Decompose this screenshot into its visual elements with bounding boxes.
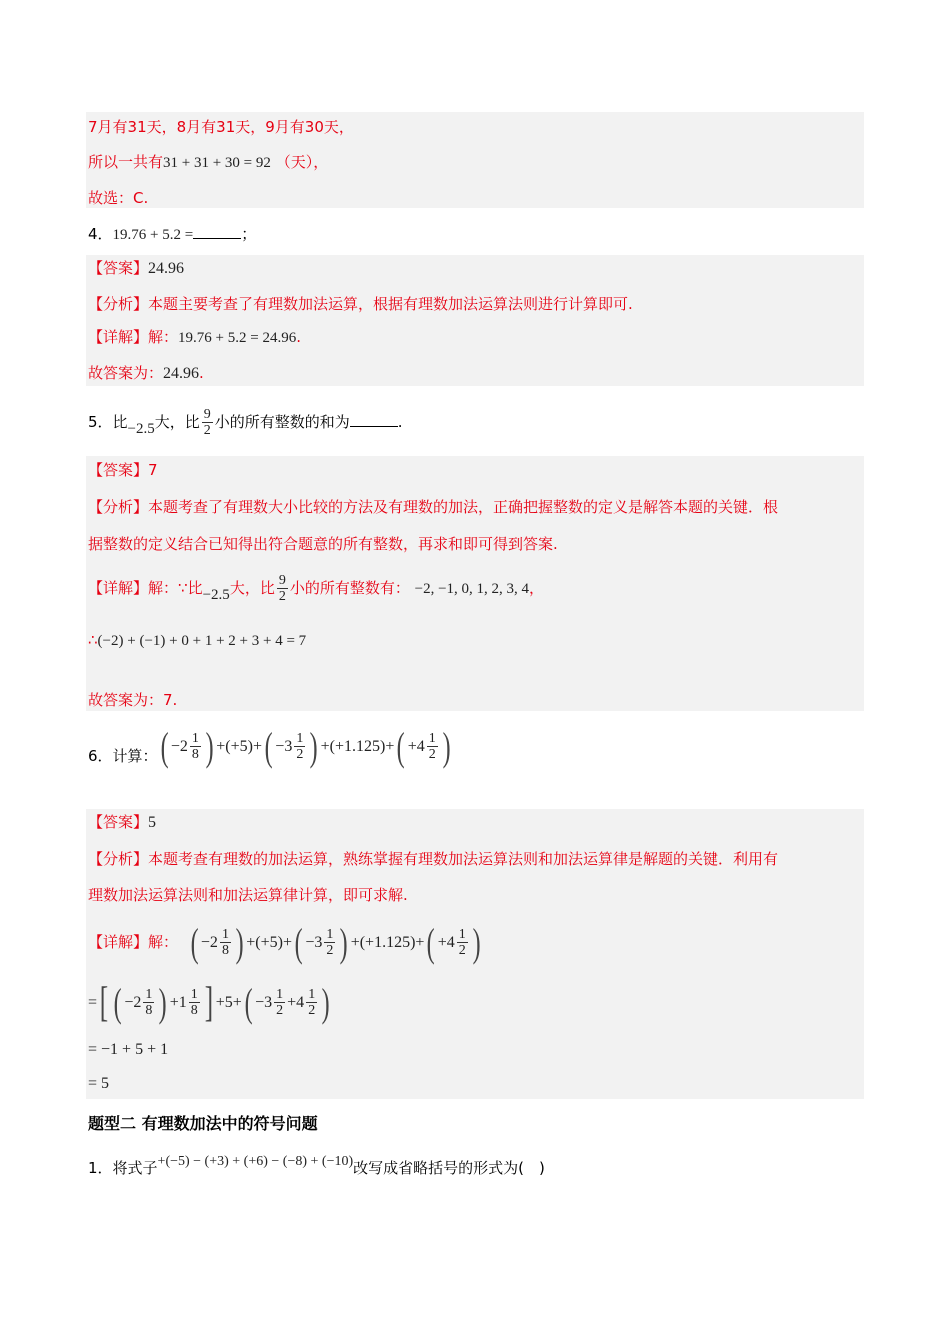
q4-analysis: 【分析】本题主要考查了有理数加法运算，根据有理数加法运算法则进行计算即可.	[88, 295, 633, 313]
question-5: 5．比−2.5大，比 $\frac{9}{2}$ 小的所有整数的和为 .	[88, 407, 403, 438]
q6-detail-step4: = 5	[88, 1075, 110, 1092]
prev-line-2: 所以一共有31 + 31 + 30 = 92 （天），	[88, 153, 329, 171]
fraction-9-2: $\frac{9}{2}$	[203, 407, 211, 438]
q5-sum: ∴(−2) + (−1) + 0 + 1 + 2 + 3 + 4 = 7	[88, 631, 307, 649]
q6-detail-step2: =[ ( −2 $\frac{1}{8}$ ) +1 $\frac{1}{8}$ ] +5+( −3 $\frac{1}{2}$ +4 $\frac{1}{2}$ )	[88, 979, 330, 1026]
q5-detail: 【详解】解：∵比−2.5大，比 $\frac{9}{2}$ 小的所有整数有： −2, −1, 0, 1, 2, 3, 4，	[88, 573, 545, 604]
q5-answer: 【答案】7	[88, 461, 158, 479]
question-4: 4．19.76 + 5.2 = ；	[88, 225, 257, 243]
answer-blank	[350, 412, 398, 427]
q6-answer: 【答案】5	[88, 813, 157, 831]
q5-analysis-2: 据整数的定义结合已知得出符合题意的所有整数，再求和即可得到答案.	[88, 535, 558, 553]
q5-final: 故答案为：7.	[88, 691, 178, 709]
q4-final: 故答案为：24.96.	[88, 364, 204, 382]
section-question-1: 1．将式子+(−5) − (+3) + (+6) − (−8) + (−10)改写成省略括号的形式为( )	[88, 1154, 545, 1177]
prev-line-3: 故选：C.	[88, 189, 149, 207]
section-title: 题型二 有理数加法中的符号问题	[88, 1114, 318, 1133]
q6-analysis-1: 【分析】本题考查有理数的加法运算，熟练掌握有理数加法运算法则和加法运算律是解题的关键．利用有	[88, 850, 779, 868]
q4-answer: 【答案】24.96	[88, 259, 185, 277]
answer-blank	[193, 224, 241, 239]
question-6: 6．计算：( −2 $\frac{1}{8}$ ) +(+5)+( −3 $\frac{1}{2}$ ) +(+1.125)+( +4 $\frac{1}{2}$ )	[88, 723, 451, 769]
prev-line-1: 7月有31天，8月有31天，9月有30天，	[88, 118, 354, 136]
q4-detail: 【详解】解：19.76 + 5.2 = 24.96.	[88, 328, 301, 346]
q6-detail-step1: 【详解】解： ( −2 $\frac{1}{8}$ ) +(+5)+( −3 $\frac{1}{2}$ ) +(+1.125)+( +4 $\frac{1}{2}$ )	[88, 919, 481, 965]
fraction-9-2: $\frac{9}{2}$	[278, 573, 286, 604]
q5-analysis-1: 【分析】本题考查了有理数大小比较的方法及有理数的加法，正确把握整数的定义是解答本题的关键．根	[88, 498, 779, 516]
q6-analysis-2: 理数加法运算法则和加法运算律计算，即可求解.	[88, 886, 408, 904]
q6-detail-step3: = −1 + 5 + 1	[88, 1041, 169, 1058]
